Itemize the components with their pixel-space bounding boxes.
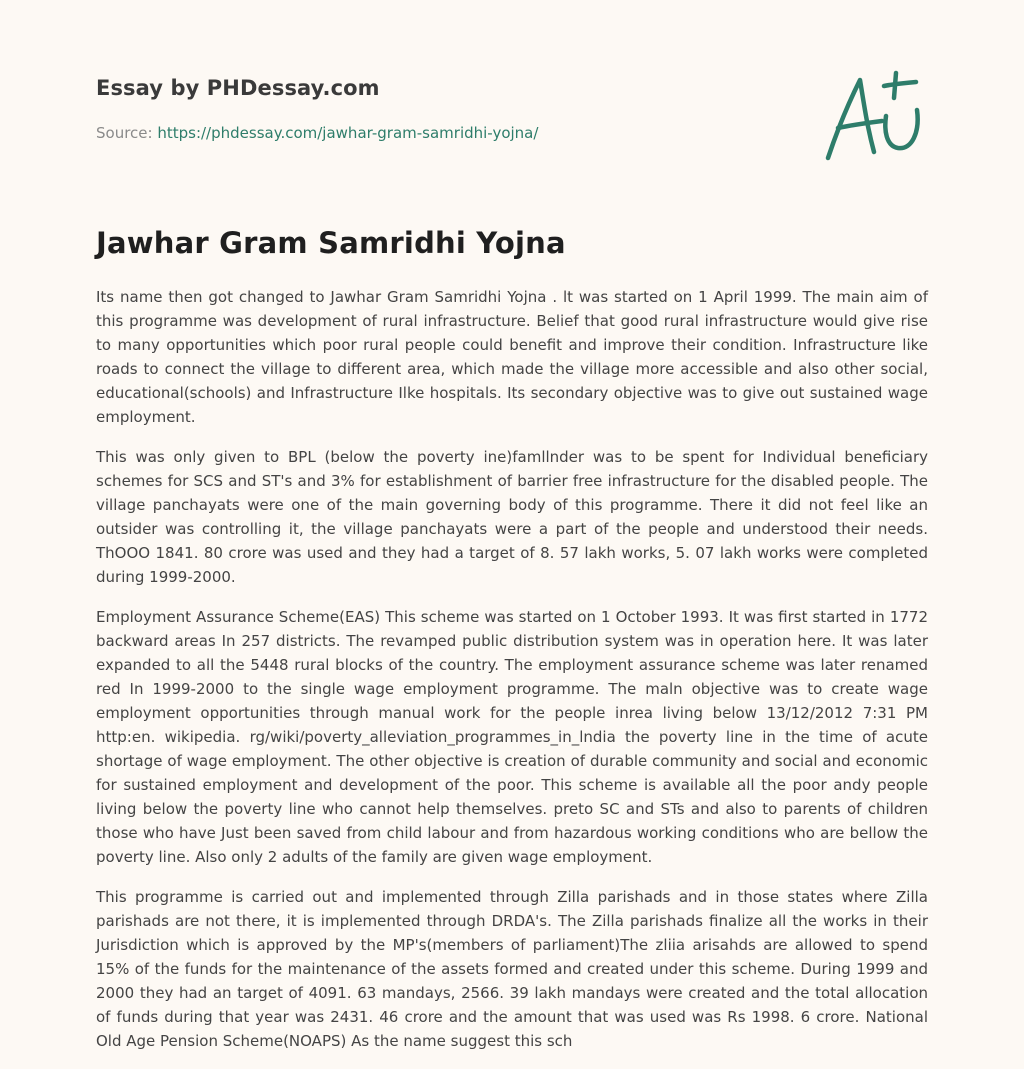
essay-body bbox=[96, 285, 928, 1069]
page-header bbox=[96, 0, 928, 200]
source-link[interactable]: https://phdessay.com/jawhar-gram-samridhi-yojna/ bbox=[157, 124, 539, 142]
site-brand: Essay by PHDessay.com bbox=[96, 76, 380, 100]
essay-title: Jawhar Gram Samridhi Yojna bbox=[96, 226, 566, 260]
a-plus-logo-graphic bbox=[824, 68, 928, 166]
a-plus-logo-icon bbox=[824, 68, 928, 166]
source-label: Source: bbox=[96, 124, 158, 142]
paragraph: Its name then got changed to Jawhar Gram Samridhi Yojna . lt was started on 1 April 1999. The main aim of this programme was development of rural infrastructure. Belief that good rural infrastructure would give rise to many opportunities which poor rural people could benefit and improve their condition. Infrastructure like roads to connect the village to different area, which made the village more accessible and also other social, educational(schools) and Infrastructure Ilke hospitals. Its secondary objective was to give out sustained wage employment. bbox=[96, 288, 928, 426]
paragraph: This programme is carried out and implemented through Zilla parishads and in those states where Zilla parishads are not there, it is implemented through DRDA's. The Zilla parishads finalize all the works in their Jurisdiction which is approved by the MP's(members of parliament)The zliia arisahds are allowed to spend 15% of the funds for the maintenance of the assets formed and created under this scheme. During 1999 and 2000 they had an target of 4091. 63 mandays, 2566. 39 lakh mandays were created and the total allocation of funds during that year was 2431. 46 crore and the amount that was used was Rs 1998. 6 crore. National Old Age Pension Scheme(NOAPS) As the name suggest this sch bbox=[96, 888, 928, 1050]
paragraph: This was only given to BPL (below the poverty ine)famllnder was to be spent for Individual beneficiary schemes for SCS and ST's and 3% for establishment of barrier free infrastructure for the disabled people. The village panchayats were one of the main governing body of this programme. There it did not feel like an outsider was controlling it, the village panchayats were a part of the people and understood their needs. ThOOO 1841. 80 crore was used and they had a target of 8. 57 lakh works, 5. 07 lakh works were completed during 1999-2000. bbox=[96, 448, 928, 586]
source-line bbox=[96, 124, 538, 142]
paragraph: Employment Assurance Scheme(EAS) This scheme was started on 1 October 1993. It was first started in 1772 backward areas In 257 districts. The revamped public distribution system was in operation here. It was later expanded to all the 5448 rural blocks of the country. The employment assurance scheme was later renamed red In 1999-2000 to the single wage employment programme. The maln objective was to create wage employment opportunities through manual work for the people inrea living below 13/12/2012 7:31 PM http:en. wikipedia. rg/wiki/poverty_alleviation_programmes_in_lndia the poverty line in the time of acute shortage of wage employment. The other objective is creation of durable community and social and economic for sustained employment and development of the poor. This scheme is available all the poor andy people living below the poverty line who cannot help themselves. preto SC and STs and also to parents of children those who have Just been saved from child labour and from hazardous working conditions who are bellow the poverty line. Also only 2 adults of the family are given wage employment. bbox=[96, 608, 928, 866]
